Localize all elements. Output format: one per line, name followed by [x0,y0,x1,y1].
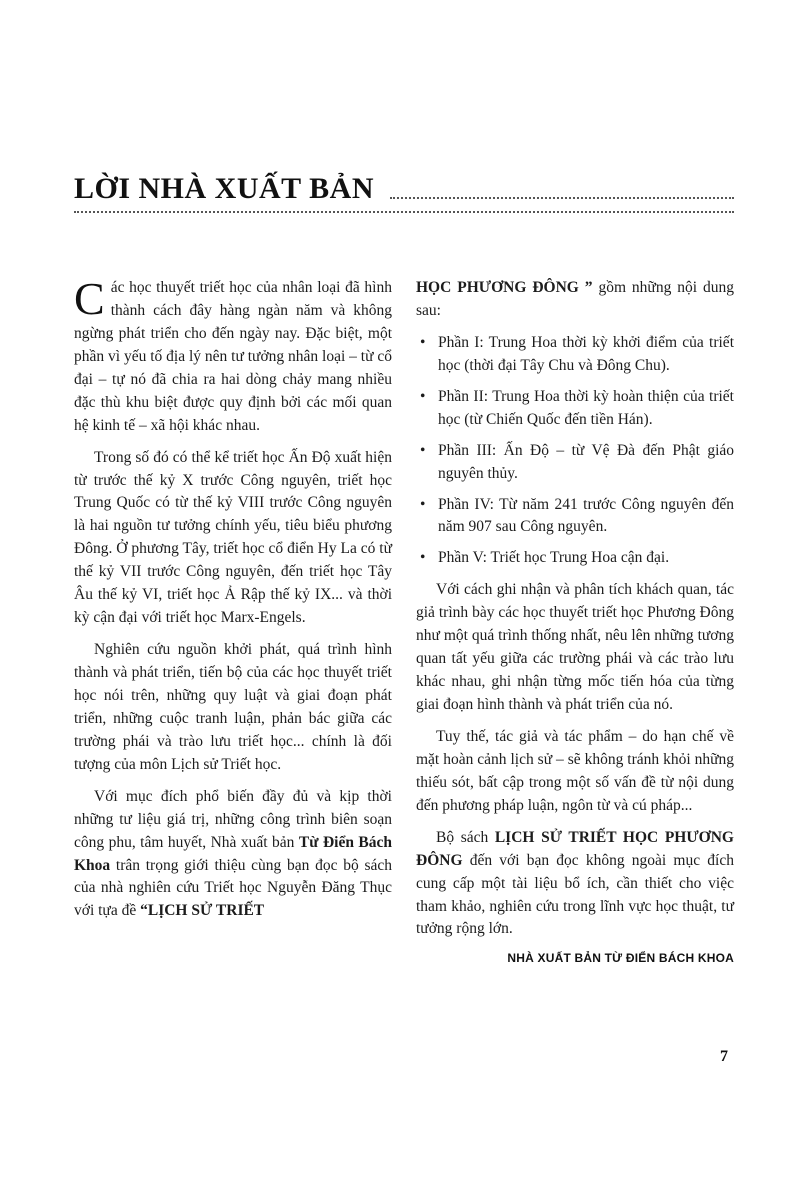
contents-list [416,332,734,570]
list-item [416,440,734,486]
paragraph-text: Bộ sách [436,828,495,846]
bullet-icon: • [420,333,426,351]
publisher-name: Từ Điển Bách Khoa [74,833,392,874]
list-item-text: Phần V: Triết học Trung Hoa cận đại. [438,549,670,567]
paragraph: Tuy thế, tác giả và tác phẩm – do hạn chế về mặt hoàn cảnh lịch sử – sẽ không tránh khỏi những thiếu sót, bất cập trong một số vấn đề từ nội dung đến phương pháp luận, ngôn từ và cú pháp... [416,727,734,814]
book-title-part: LỊCH SỬ TRIẾT HỌC PHƯƠNG ĐÔNG [416,828,734,869]
paragraph-text: gồm những nội dung sau: [416,279,734,319]
paragraph-with-book-title [74,786,392,924]
two-column-body [74,273,734,968]
bullet-icon: • [420,549,426,567]
bullet-icon: • [420,441,426,459]
dropcap-letter: C [74,273,105,324]
book-title-part: “LỊCH SỬ TRIẾT [140,902,265,920]
paragraph: Trong số đó có thể kể triết học Ấn Độ xuất hiện từ trước thế kỷ X trước Công nguyên, triết học Trung Quốc có từ thế kỷ VIII trước Công nguyên là hai nguồn tư tưởng chính yếu, tiêu biểu phương Đông. Ở phương Tây, triết học cổ điển Hy La có từ thế kỷ VII trước Công nguyên, đến triết học Tây Âu thế kỷ VI, triết học Ả Rập thế kỷ IX... và thời kỳ cận đại với triết học Marx-Engels. [74,448,392,627]
list-item-text: Phần I: Trung Hoa thời kỳ khởi điểm của triết học (thời đại Tây Chu và Đông Chu). [438,333,734,374]
page-title: LỜI NHÀ XUẤT BẢN [74,172,374,205]
publisher-signature: NHÀ XUẤT BẢN TỪ ĐIỂN BÁCH KHOA [507,951,734,966]
paragraph-text: đến với bạn đọc không ngoài mục đích cung cấp một tài liệu bổ ích, cần thiết cho việc tham khảo, nghiên cứu trong lĩnh vực học thuật, tư tưởng rộng lớn. [416,851,734,938]
paragraph-text: trân trọng giới thiệu cùng bạn đọc bộ sách của nhà nghiên cứu Triết học Nguyễn Đăng Thục với tựa đề [74,856,392,920]
list-item [416,494,734,540]
title-underline [74,211,734,213]
bullet-icon: • [420,495,426,513]
list-item [416,386,734,432]
paragraph-text: Với mục đích phổ biến đầy đủ và kịp thời những tư liệu giá trị, những công trình biên soạn công phu, tâm huyết, Nhà xuất bản [74,787,392,851]
page-number: 7 [720,1048,728,1065]
left-column [74,273,392,968]
list-item-text: Phần IV: Từ năm 241 trước Công nguyên đến năm 907 sau Công nguyên. [438,495,734,536]
paragraph-closing [416,827,734,942]
paragraph-opening [74,273,392,438]
paragraph: Với cách ghi nhận và phân tích khách quan, tác giả trình bày các học thuyết triết học Phương Đông như một quá trình thống nhất, nêu lên những tương quan tất yếu giữa các trường phái và các trào lưu khác nhau, ghi nhận từng mốc tiến hóa của từng giai đoạn hình thành và phát triển của nó. [416,581,734,713]
book-title-part: HỌC PHƯƠNG ĐÔNG ” [416,279,593,296]
list-item [416,547,734,570]
paragraph-intro [416,277,734,323]
bullet-icon: • [420,387,426,405]
title-dotted-filler [390,197,734,199]
list-item-text: Phần III: Ấn Độ – từ Vệ Đà đến Phật giáo nguyên thủy. [438,441,734,482]
right-column [416,277,734,968]
header [74,172,734,206]
paragraph-text: ác học thuyết triết học của nhân loại đã hình thành cách đây hàng ngàn năm và không ngừng phát triển cho đến ngày nay. Đặc biệt, một phần vì yếu tố địa lý nên tư tưởng nhân loại – từ cổ đại – tự nó đã chia ra hai dòng chảy mang nhiều đặc thù khu biệt được quy định bởi các mối quan hệ kinh tế – xã hội khác nhau. [74,279,392,434]
paragraph: Nghiên cứu nguồn khởi phát, quá trình hình thành và phát triển, tiến bộ của các học thuyết triết học nói trên, những quy luật và giai đoạn phát triển, những cuộc tranh luận, phản bác giữa các trường phái và trào lưu triết học... chính là đối tượng của môn Lịch sử Triết học. [74,641,392,773]
list-item-text: Phần II: Trung Hoa thời kỳ hoàn thiện của triết học (từ Chiến Quốc đến tiền Hán). [438,387,734,428]
list-item [416,332,734,378]
